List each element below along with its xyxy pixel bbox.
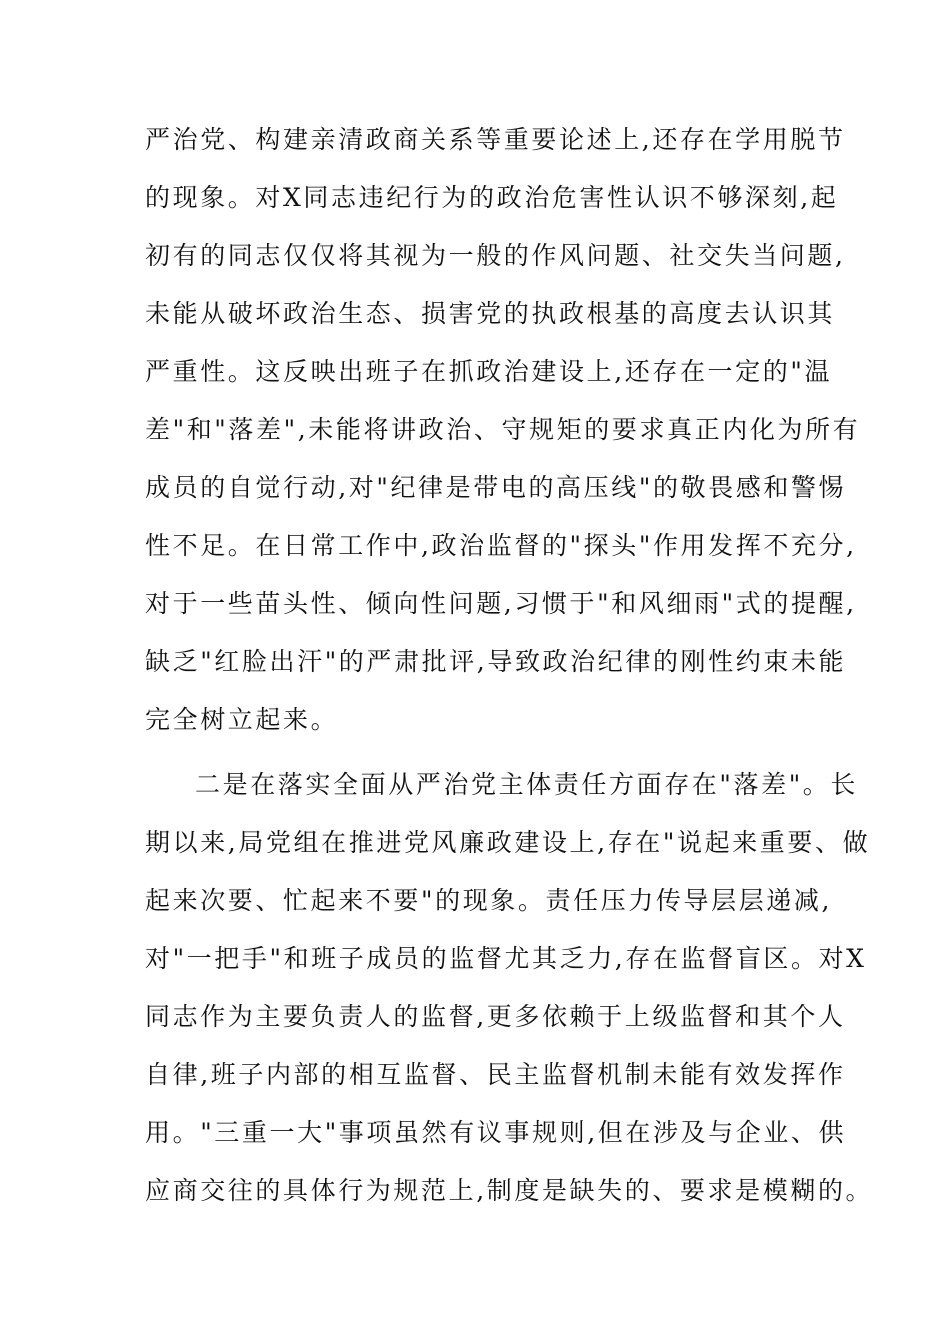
text-line: 期以来,局党组在推进党风廉政建设上,存在"说起来重要、做 <box>145 828 871 857</box>
paragraph-first-line: 二是在落实全面从严治党主体责任方面存在"落差"。长 <box>195 770 858 799</box>
text-line: 自律,班子内部的相互监督、民主监督机制未能有效发挥作 <box>145 1060 846 1089</box>
text-line: 同志作为主要负责人的监督,更多依赖于上级监督和其个人 <box>145 1002 846 1031</box>
text-line: 初有的同志仅仅将其视为一般的作风问题、社交失当问题, <box>145 241 846 270</box>
text-line: 应商交往的具体行为规范上,制度是缺失的、要求是模糊的。 <box>145 1176 874 1205</box>
text-line: 对于一些苗头性、倾向性问题,习惯于"和风细雨"式的提醒, <box>145 589 857 618</box>
text-line: 严重性。这反映出班子在抓政治建设上,还存在一定的"温 <box>145 357 833 386</box>
text-line: 完全树立起来。 <box>145 705 339 734</box>
text-line: 成员的自觉行动,对"纪律是带电的高压线"的敬畏感和警惕 <box>145 473 847 502</box>
text-line: 用。"三重一大"事项虽然有议事规则,但在涉及与企业、供 <box>145 1118 847 1147</box>
text-line: 严治党、构建亲清政商关系等重要论述上,还存在学用脱节 <box>145 125 846 154</box>
text-line: 未能从破坏政治生态、损害党的执政根基的高度去认识其 <box>145 299 836 328</box>
text-line: 起来次要、忙起来不要"的现象。责任压力传导层层递减, <box>145 886 833 915</box>
text-line: 缺乏"红脸出汗"的严肃批评,导致政治纪律的刚性约束未能 <box>145 647 847 676</box>
text-line: 差"和"落差",未能将讲政治、守规矩的要求真正内化为所有 <box>145 415 861 444</box>
text-line: 对"一把手"和班子成员的监督尤其乏力,存在监督盲区。对X <box>145 944 867 973</box>
text-line: 的现象。对X同志违纪行为的政治危害性认识不够深刻,起 <box>145 183 839 212</box>
text-line: 性不足。在日常工作中,政治监督的"探头"作用发挥不充分, <box>145 531 857 560</box>
